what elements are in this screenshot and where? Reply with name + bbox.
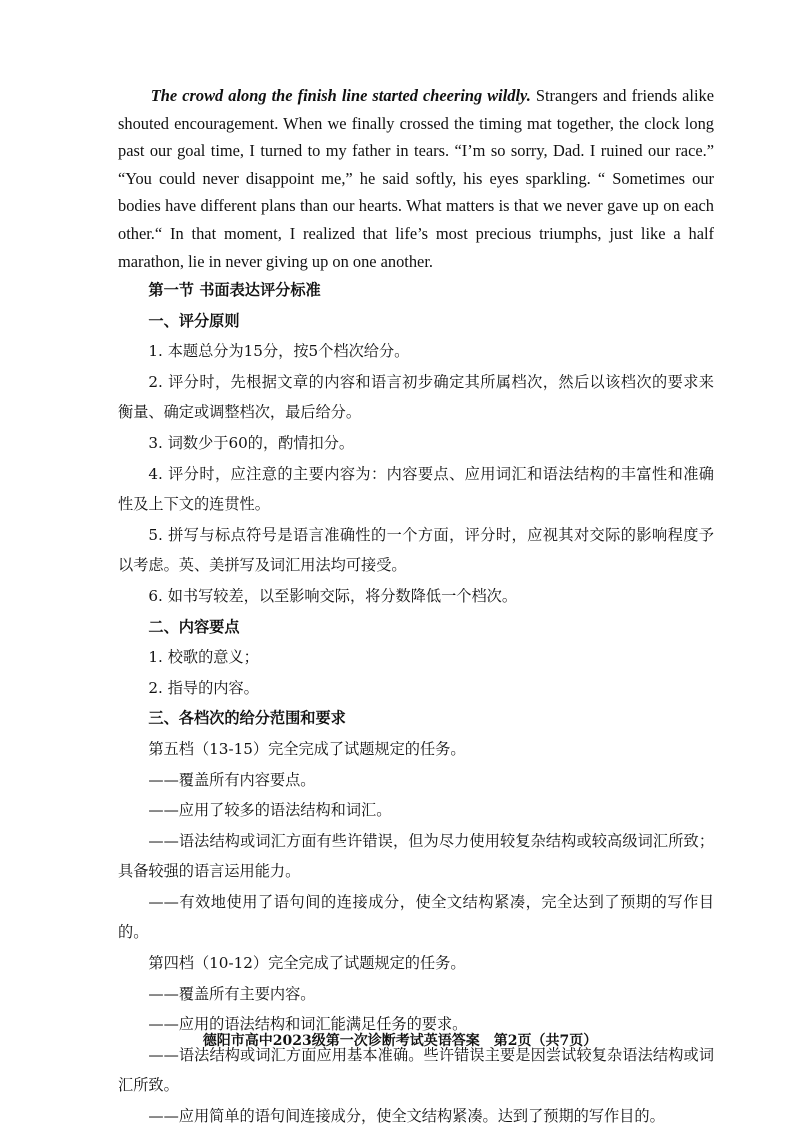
essay-text [118, 82, 714, 275]
level4-item: ——应用的语法结构和词汇能满足任务的要求。 [148, 1015, 468, 1034]
principle-item: 1. 本题总分为15分，按5个档次给分。 [148, 342, 410, 361]
level4-item: ——语法结构或词汇方面应用基本准确。些许错误主要是因尝试较复杂语法结构或词汇所致。 [118, 1045, 714, 1095]
principle-item: 5. 拼写与标点符号是语言准确性的一个方面，评分时，应视其对交际的影响程度予以考虑。英、美拼写及词汇用法均可接受。 [118, 525, 714, 575]
principle-item: 6. 如书写较差，以至影响交际，将分数降低一个档次。 [148, 586, 518, 605]
essay-paragraph [118, 82, 714, 275]
level4-title: 第四档（10-12）完全完成了试题规定的任务。 [148, 954, 466, 973]
content-point-item: 2. 指导的内容。 [148, 678, 259, 697]
content-points-heading: 二、内容要点 [148, 617, 240, 636]
page-footer: 德阳市高中2023级第一次诊断考试英语答案 第2页（共7页） [202, 1033, 598, 1049]
content-point-item: 1. 校歌的意义； [148, 648, 259, 667]
level4-item: ——应用简单的语句间连接成分，使全文结构紧凑。达到了预期的写作目的。 [148, 1107, 665, 1126]
level5-item: ——语法结构或词汇方面有些许错误，但为尽力使用较复杂结构或较高级词汇所致；具备较强的语言运用能力。 [118, 831, 714, 881]
level5-title: 第五档（13-15）完全完成了试题规定的任务。 [148, 739, 466, 758]
principle-item: 2. 评分时，先根据文章的内容和语言初步确定其所属档次，然后以该档次的要求来衡量、确定或调整档次，最后给分。 [118, 372, 714, 422]
section-title: 第一节 书面表达评分标准 [148, 281, 321, 299]
principles-heading: 一、评分原则 [148, 311, 240, 330]
level4-item: ——覆盖所有主要内容。 [148, 984, 316, 1003]
level5-item: ——有效地使用了语句间的连接成分，使全文结构紧凑，完全达到了预期的写作目的。 [118, 892, 714, 942]
level5-item: ——覆盖所有内容要点。 [148, 770, 316, 789]
principle-item: 4. 评分时，应注意的主要内容为：内容要点、应用词汇和语法结构的丰富性和准确性及上下文的连贯性。 [118, 464, 714, 514]
levels-heading: 三、各档次的给分范围和要求 [148, 709, 346, 728]
principle-item: 3. 词数少于60的，酌情扣分。 [148, 433, 355, 452]
level5-item: ——应用了较多的语法结构和词汇。 [148, 801, 392, 820]
essay-body-text: Strangers and friends alike shouted encouragement. When we finally crossed the timing mat together, the clock long past our goal time, I turned to my father in tears. “I’m so sorry, Dad. I ruined our race.” “You could never disappoint me,” he said softly, his eyes sparkling. “ Sometimes our bodies have different plans than our hearts. What matters is that we never gave up on each other.“ In that moment, I realized that life’s most precious triumphs, just like a half marathon, lie in never giving up on one another. [118, 86, 714, 271]
scoring-standards [118, 275, 714, 1132]
essay-lead-sentence: The crowd along the finish line started cheering wildly. [150, 86, 531, 105]
